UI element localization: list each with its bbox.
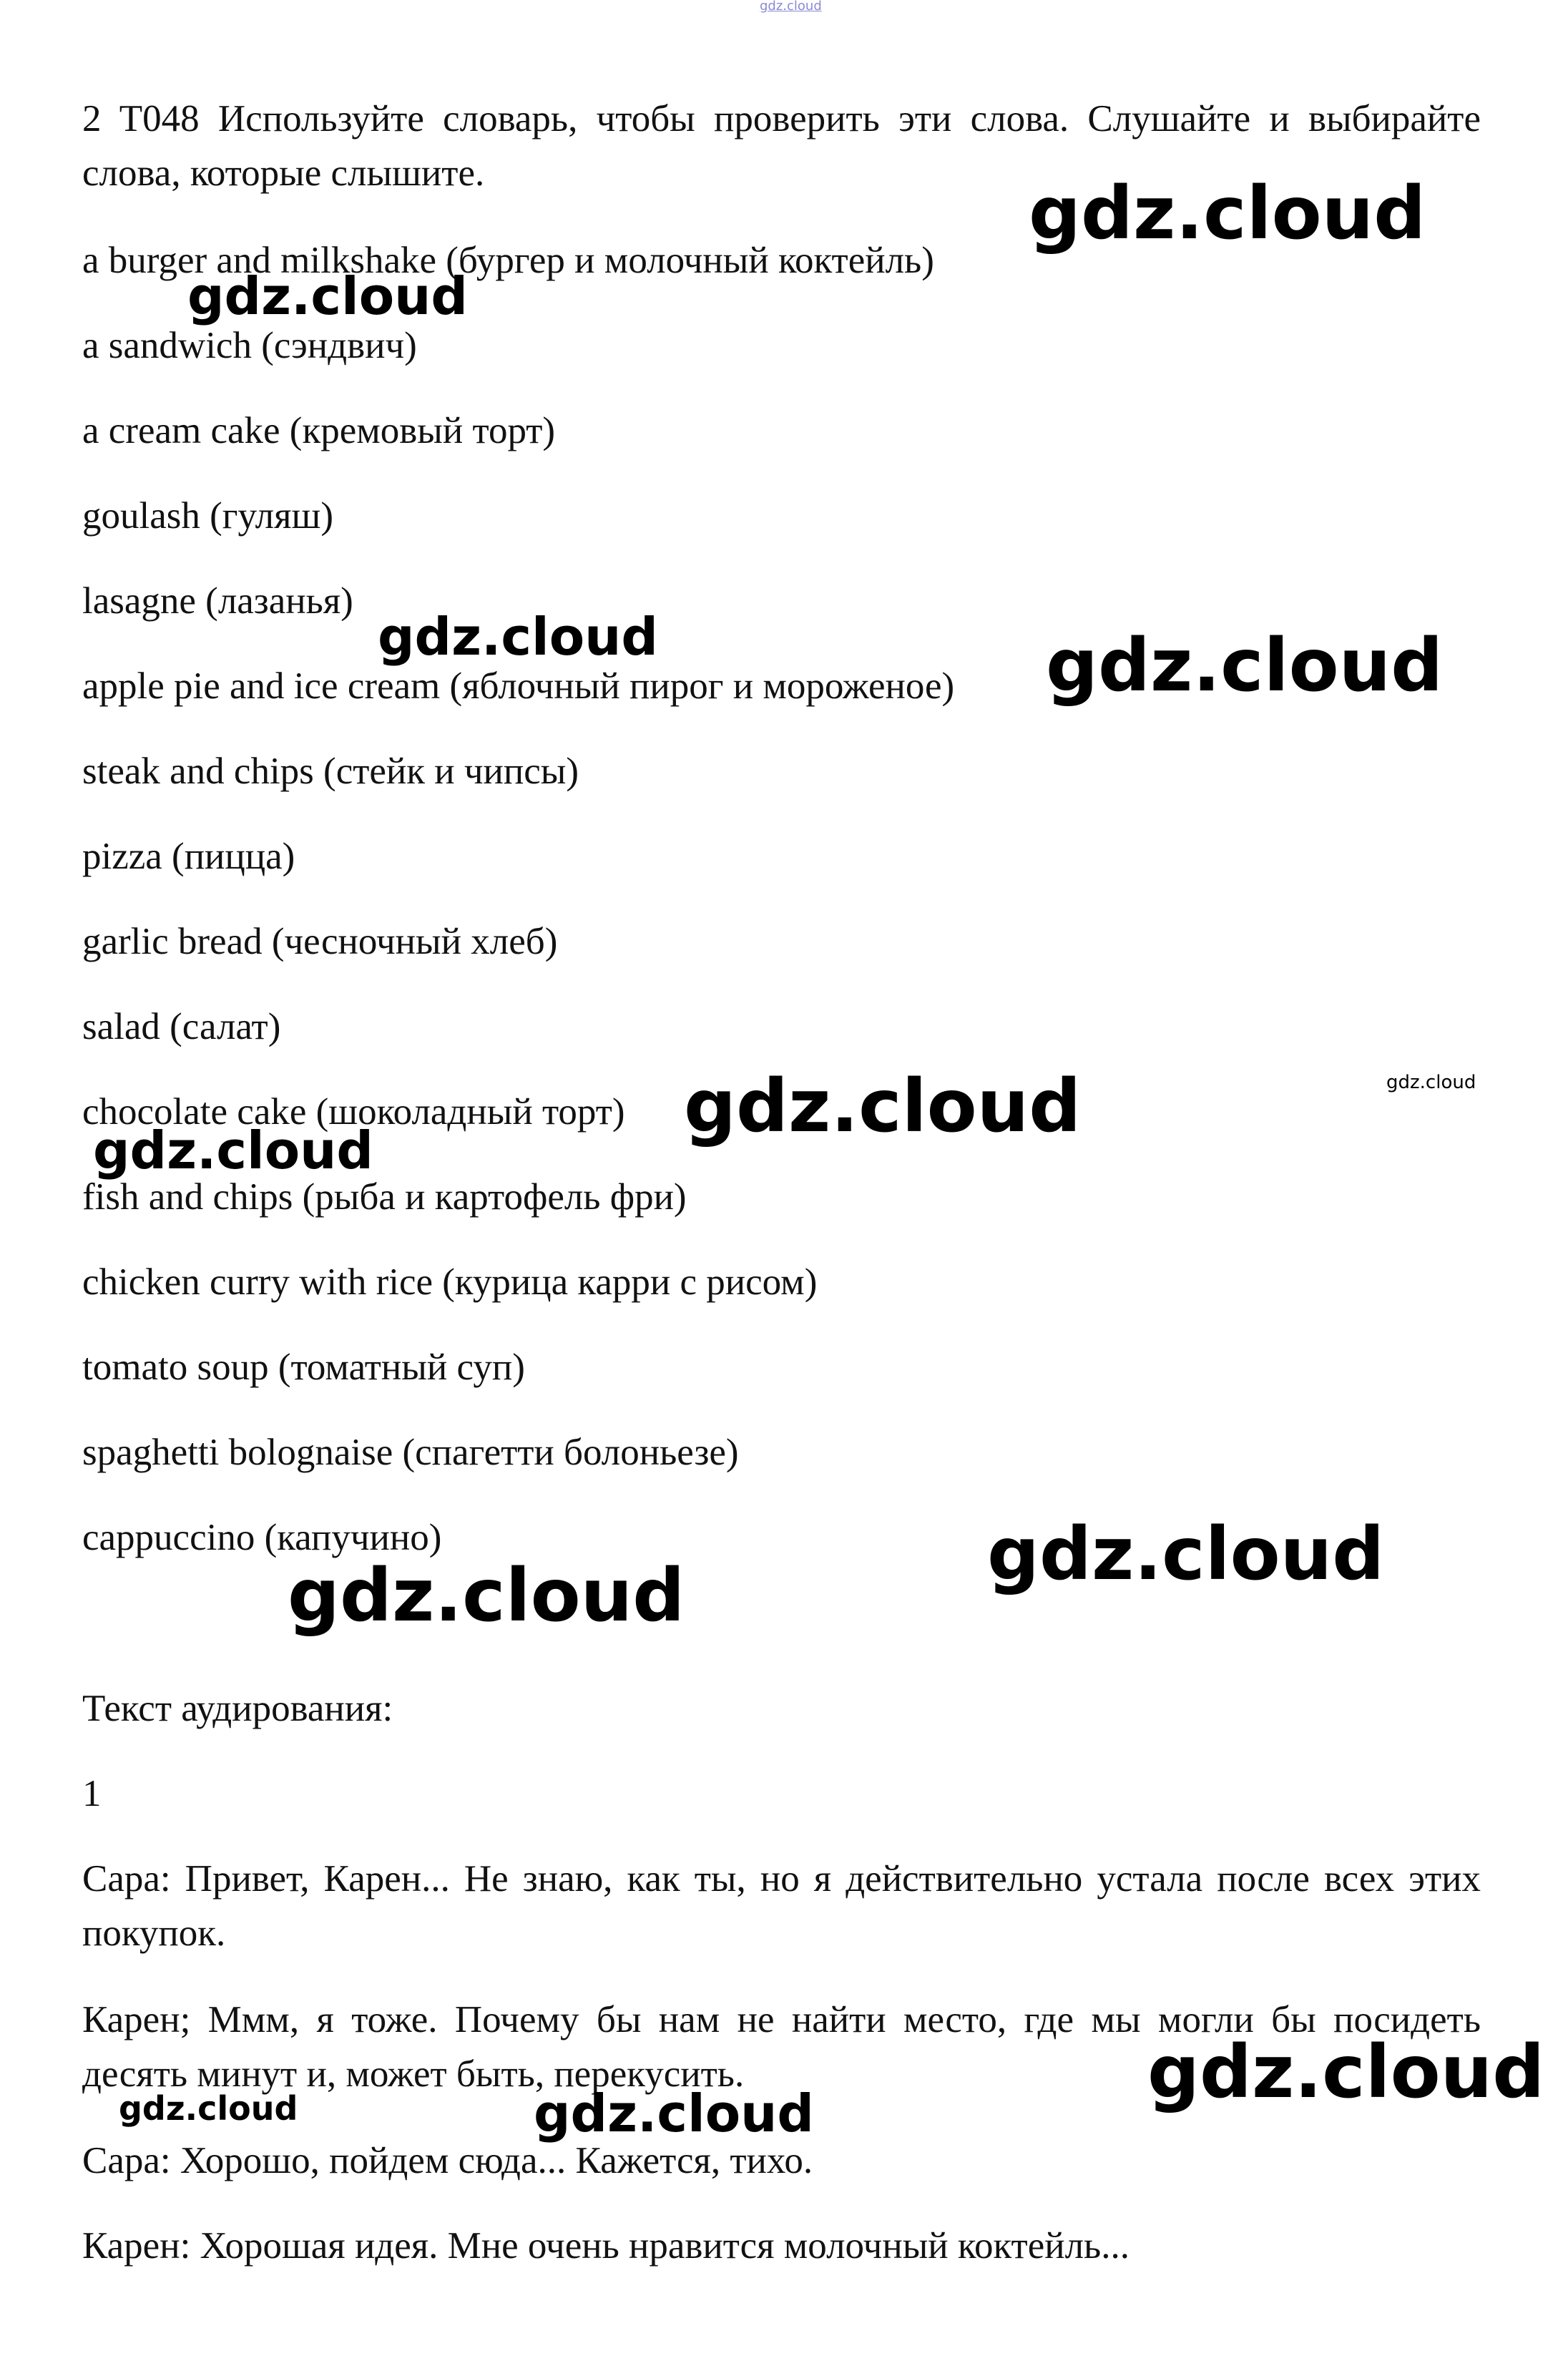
watermark: gdz.cloud bbox=[987, 1512, 1385, 1597]
word-item: fish and chips (рыба и картофель фри) bbox=[82, 1176, 687, 1218]
word-item: apple pie and ice cream (яблочный пирог и мороженое) bbox=[82, 665, 955, 707]
watermark: gdz.cloud bbox=[187, 266, 468, 326]
dialogue-number: 1 bbox=[82, 1773, 102, 1814]
word-item: lasagne (лазанья) bbox=[82, 580, 353, 622]
dialogue-line: Карен; Ммм, я тоже. Почему бы нам не найти место, где мы могли бы посидеть десять минут и, может быть, перекусить. bbox=[82, 1999, 1481, 2095]
word-item: a sandwich (сэндвич) bbox=[82, 325, 417, 366]
watermark: gdz.cloud bbox=[1046, 623, 1444, 708]
word-item: a burger and milkshake (бургер и молочный коктейль) bbox=[82, 240, 934, 281]
watermark: gdz.cloud bbox=[93, 1120, 373, 1181]
word-item: steak and chips (стейк и чипсы) bbox=[82, 751, 579, 792]
watermark: gdz.cloud bbox=[534, 2083, 814, 2144]
task-intro: 2 T048 Используйте словарь, чтобы проверить эти слова. Слушайте и выбирайте слова, которые слышите. bbox=[82, 98, 1481, 194]
word-item: cappuccino (капучино) bbox=[82, 1517, 442, 1558]
dialogue-line: Сара: Привет, Карен... Не знаю, как ты, но я действительно устала после всех этих покупок. bbox=[82, 1858, 1481, 1954]
word-item: garlic bread (чесночный хлеб) bbox=[82, 921, 558, 962]
watermark: gdz.cloud bbox=[378, 607, 658, 667]
word-item: pizza (пицца) bbox=[82, 836, 295, 877]
listening-heading: Текст аудирования: bbox=[82, 1688, 393, 1729]
watermark: gdz.cloud bbox=[1029, 171, 1426, 256]
dialogue-line: Сара: Хорошо, пойдем сюда... Кажется, тихо. bbox=[82, 2140, 813, 2181]
watermark: gdz.cloud bbox=[119, 2089, 298, 2128]
word-item: goulash (гуляш) bbox=[82, 495, 333, 537]
watermark: gdz.cloud bbox=[288, 1553, 685, 1638]
word-item: salad (салат) bbox=[82, 1006, 281, 1047]
word-item: spaghetti bolognaise (спагетти болоньезе) bbox=[82, 1432, 739, 1473]
dialogue-line: Карен: Хорошая идея. Мне очень нравится молочный коктейль... bbox=[82, 2225, 1130, 2267]
watermark: gdz.cloud bbox=[1386, 1072, 1476, 1093]
watermark: gdz.cloud bbox=[684, 1064, 1082, 1149]
word-item: a cream cake (кремовый торт) bbox=[82, 410, 556, 451]
word-item: chocolate cake (шоколадный торт) bbox=[82, 1091, 625, 1133]
word-item: chicken curry with rice (курица карри с рисом) bbox=[82, 1261, 818, 1303]
word-item: tomato soup (томатный суп) bbox=[82, 1346, 525, 1388]
watermark-top: gdz.cloud bbox=[760, 0, 822, 14]
watermark: gdz.cloud bbox=[1147, 2030, 1545, 2115]
